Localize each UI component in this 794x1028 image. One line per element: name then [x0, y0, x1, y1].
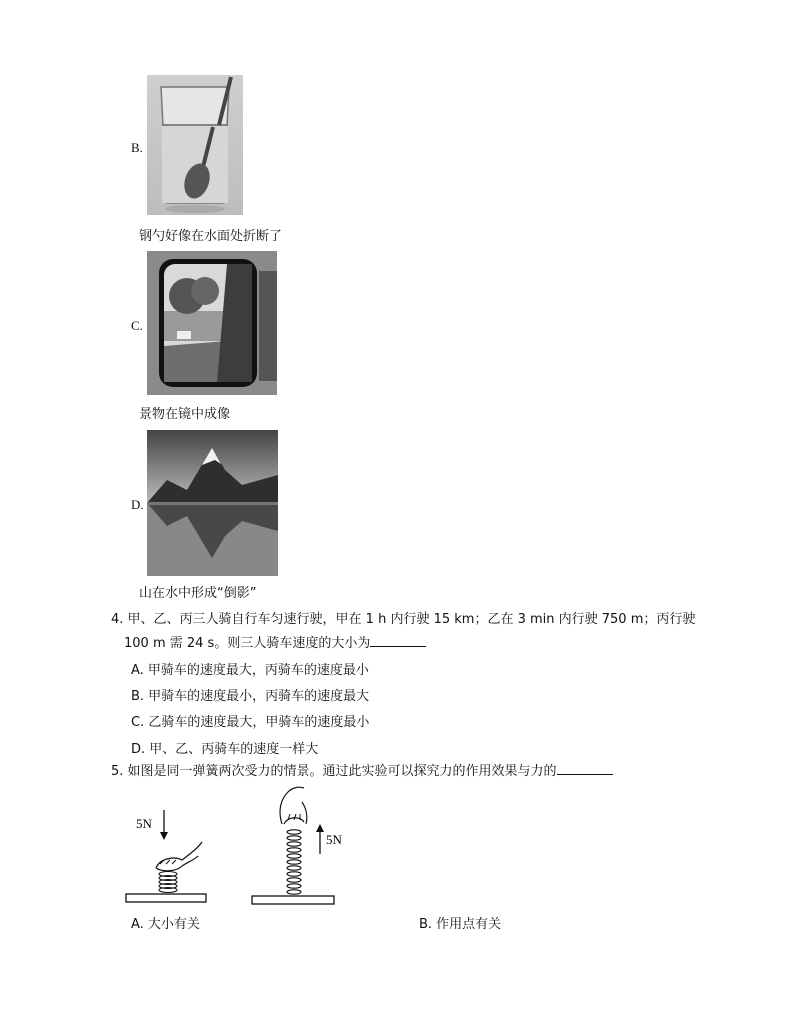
spring-stretched-diagram: [248, 782, 358, 910]
option-d-caption: 山在水中形成“倒影”: [139, 586, 257, 601]
option-d-letter: D.: [131, 497, 144, 512]
question-4-choice-b: B. 甲骑车的速度最小，丙骑车的速度最大: [131, 689, 370, 704]
mountain-lake-reflection-photo: [147, 430, 278, 576]
option-c-caption: 景物在镜中成像: [139, 407, 231, 422]
force-label-left: 5N: [136, 816, 152, 831]
force-label-right: 5N: [326, 832, 342, 847]
option-b-letter: B.: [131, 140, 143, 155]
mirror-reflection-photo: [147, 251, 277, 395]
question-4-line2: [124, 632, 426, 656]
question-4-choice-d: D. 甲、乙、丙骑车的速度一样大: [131, 742, 319, 757]
question-5-stem-text: 5. 如图是同一弹簧两次受力的情景。通过此实验可以探究力的作用效果与力的: [111, 764, 557, 779]
question-5-choice-a: A. 大小有关: [131, 917, 200, 932]
question-5-choice-b: B. 作用点有关: [419, 917, 502, 932]
question-4-line1: 4. 甲、乙、丙三人骑自行车匀速行驶，甲在 1 h 内行驶 15 km；乙在 3 min 内行驶 750 m；丙行驶: [111, 612, 696, 627]
question-4-choice-a: A. 甲骑车的速度最大，丙骑车的速度最小: [131, 663, 369, 678]
option-b-caption: 钢勺好像在水面处折断了: [139, 229, 283, 244]
question-4-choice-c: C. 乙骑车的速度最大，甲骑车的速度最小: [131, 715, 370, 730]
question-4-line2-text: 100 m 需 24 s。则三人骑车速度的大小为: [124, 636, 371, 651]
question-5-stem: [111, 760, 613, 784]
answer-blank: [370, 632, 426, 647]
answer-blank-5: [557, 760, 613, 775]
option-c-letter: C.: [131, 318, 143, 333]
spring-pressed-diagram: [120, 798, 240, 910]
spoon-in-glass-photo: [147, 75, 243, 215]
